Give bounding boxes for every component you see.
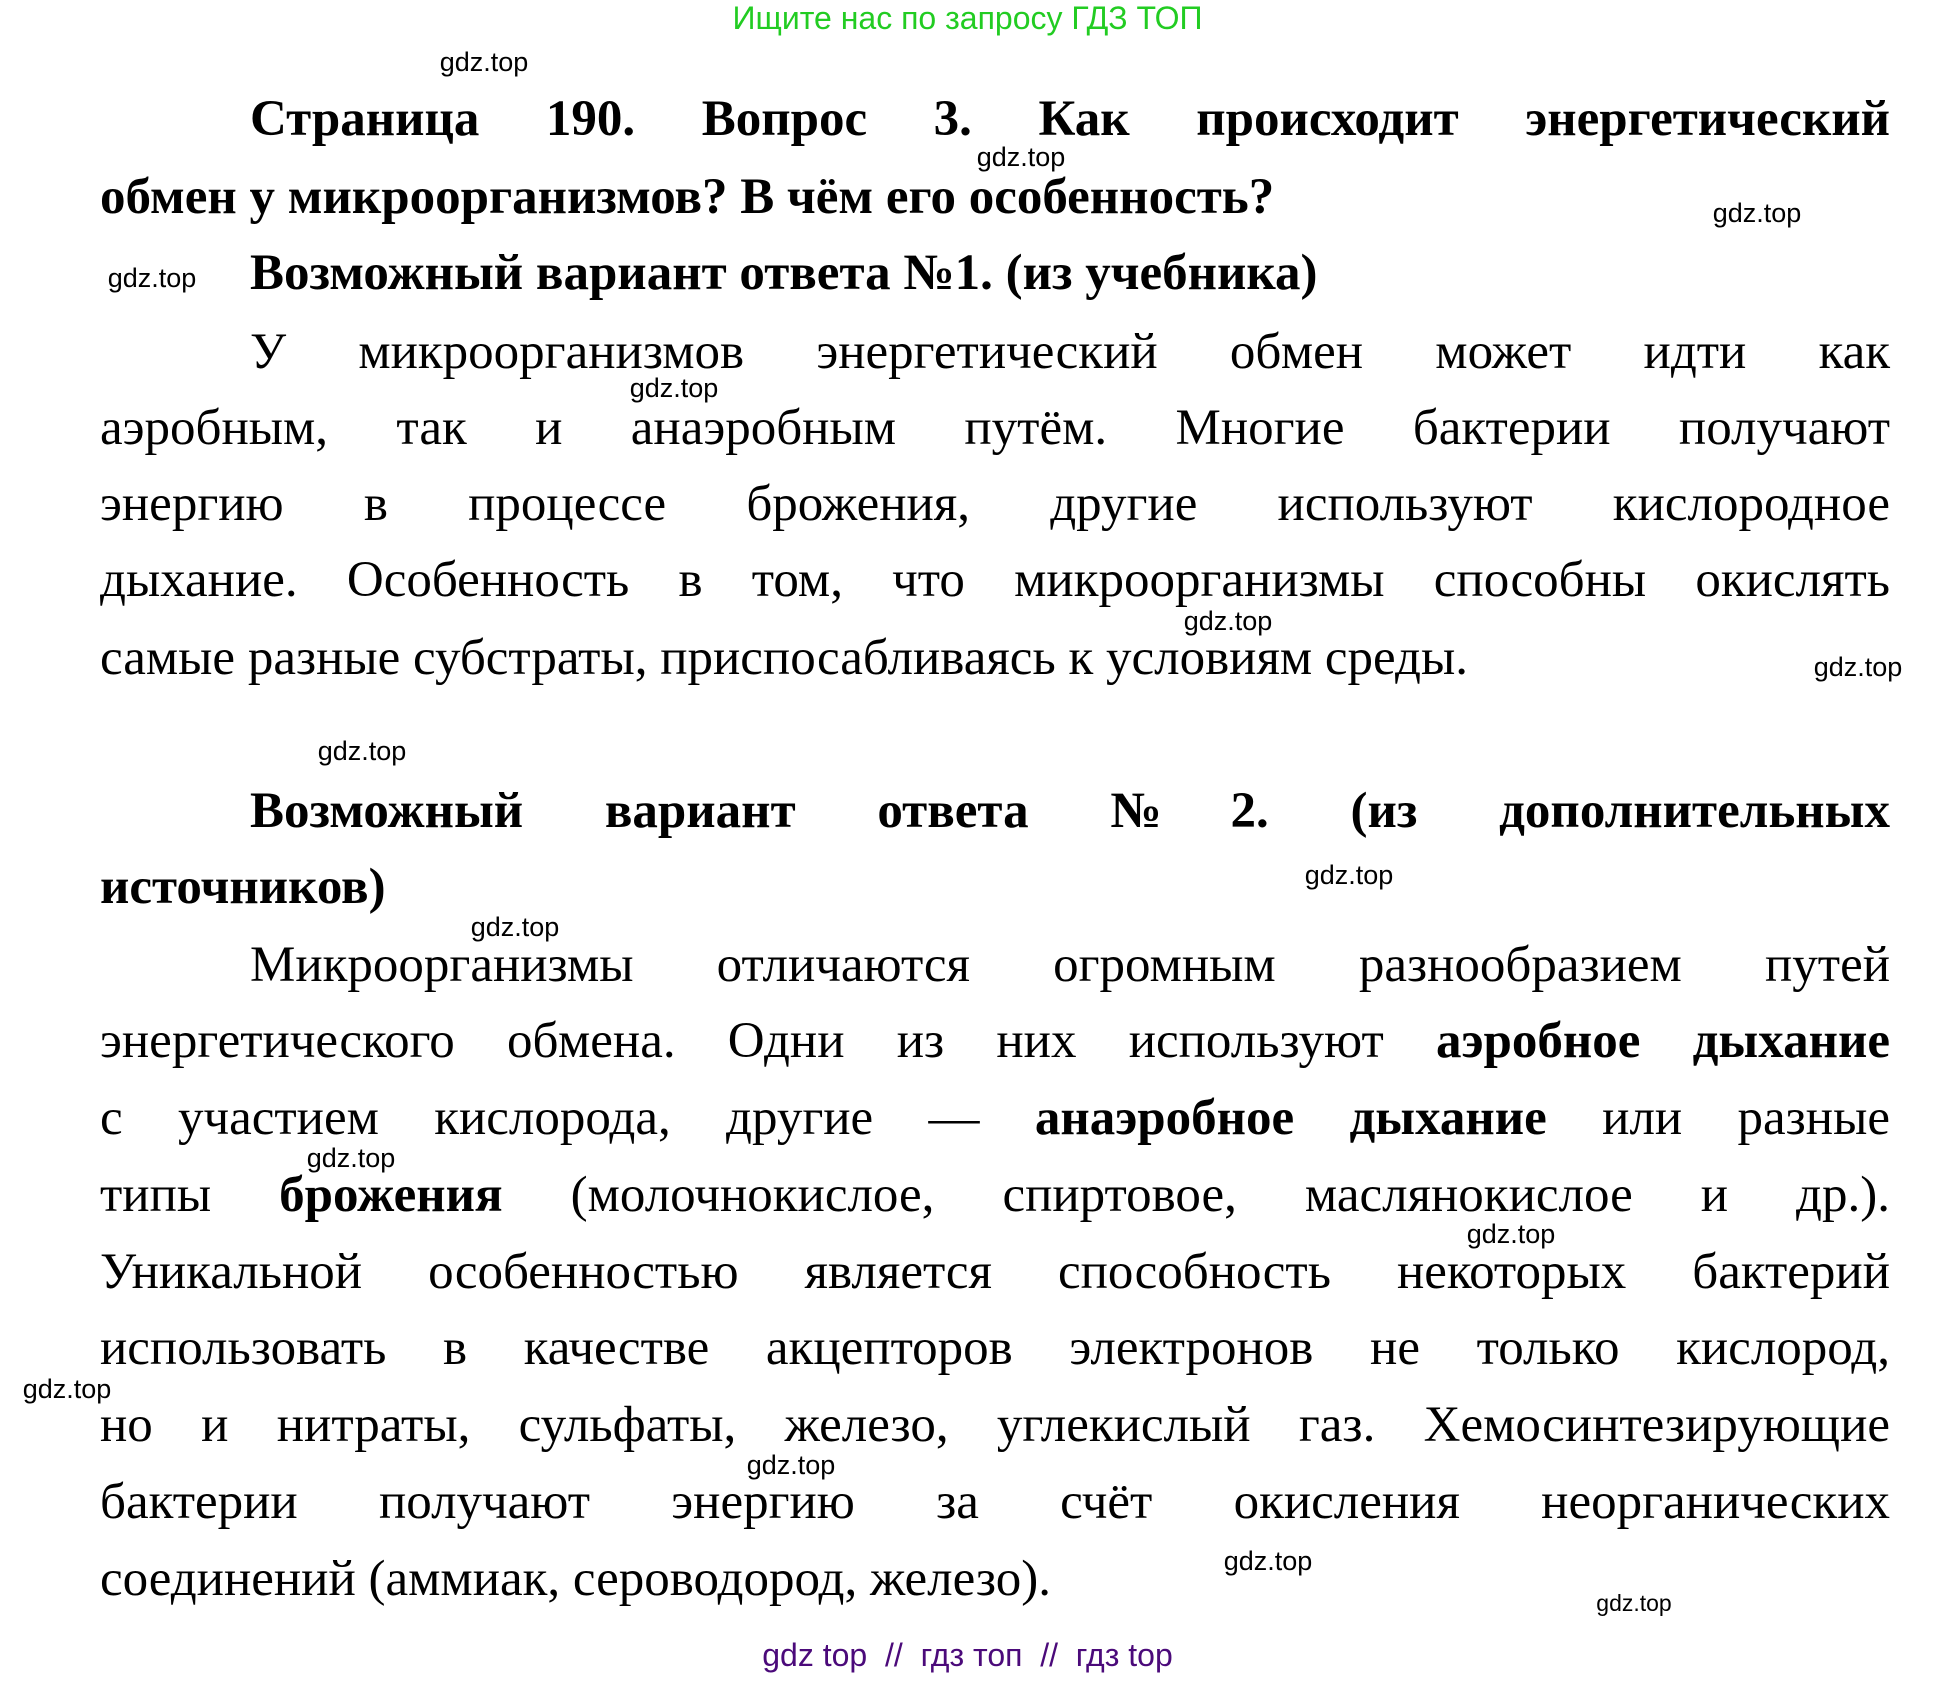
watermark: gdz.top: [1223, 1546, 1313, 1576]
watermark: gdz.top: [1183, 606, 1273, 636]
answer2-line: Уникальной особенностью является способность некоторых бактерий: [100, 1244, 1890, 1300]
search-banner: Ищите нас по запросу ГДЗ ТОП: [732, 0, 1203, 36]
answer2-line: но и нитраты, сульфаты, железо, углекислый газ. Хемосинтезирующие: [100, 1397, 1890, 1453]
text: типы: [100, 1167, 280, 1223]
answer1-line: У микроорганизмов энергетический обмен может идти как: [250, 324, 1890, 380]
answer2-line: [100, 1003, 1890, 1080]
bold-term: анаэробное дыхание: [1034, 1090, 1547, 1146]
answer1-line: дыхание. Особенность в том, что микроорганизмы способны окислять: [100, 552, 1890, 608]
answer2-line: бактерии получают энергию за счёт окисления неорганических: [100, 1474, 1890, 1530]
question-title-line: Страница 190. Вопрос 3. Как происходит энергетический: [250, 91, 1890, 147]
question-title-line: обмен у микроорганизмов? В чём его особенность?: [100, 169, 1275, 225]
watermark: gdz.top: [1596, 1590, 1672, 1616]
watermark: gdz.top: [976, 142, 1066, 172]
watermark: gdz.top: [470, 912, 560, 942]
watermark: gdz.top: [317, 736, 407, 766]
answer1-line: самые разные субстраты, приспосабливаясь к условиям среды.: [100, 630, 1468, 686]
watermark: gdz.top: [1712, 198, 1802, 228]
answer1-heading: Возможный вариант ответа №1. (из учебника): [250, 245, 1318, 301]
answer1-line: аэробным, так и анаэробным путём. Многие бактерии получают: [100, 400, 1890, 456]
text: Микроорганизмы отличаются огромным разнообразием путей: [250, 937, 1890, 993]
watermark: gdz.top: [629, 373, 719, 403]
answer1-line: энергию в процессе брожения, другие используют кислородное: [100, 476, 1890, 532]
answer2-heading: источников): [100, 859, 386, 915]
text: с участием кислорода, другие —: [100, 1090, 1035, 1146]
watermark: gdz.top: [22, 1374, 112, 1404]
text: или разные: [1546, 1090, 1890, 1146]
watermark: gdz.top: [1304, 860, 1394, 890]
text: (молочнокислое, спиртовое, маслянокислое и др.).: [502, 1167, 1890, 1223]
bold-term: брожения: [279, 1167, 503, 1223]
watermark: gdz.top: [746, 1450, 836, 1480]
watermark: gdz.top: [439, 47, 529, 77]
watermark: gdz.top: [1466, 1219, 1556, 1249]
watermark: gdz.top: [107, 263, 197, 293]
text: энергетического обмена. Одни из них используют: [100, 1013, 1436, 1069]
answer2-line: соединений (аммиак, сероводород, железо).: [100, 1551, 1051, 1607]
watermark: gdz.top: [306, 1143, 396, 1173]
bold-term: аэробное дыхание: [1435, 1013, 1890, 1069]
answer2-heading: Возможный вариант ответа №2. (из дополнительных: [250, 783, 1890, 839]
watermark: gdz.top: [1813, 652, 1903, 682]
footer-links: gdz top // гдз топ // гдз top: [762, 1637, 1173, 1673]
answer2-line: использовать в качестве акцепторов электронов не только кислород,: [100, 1320, 1890, 1376]
